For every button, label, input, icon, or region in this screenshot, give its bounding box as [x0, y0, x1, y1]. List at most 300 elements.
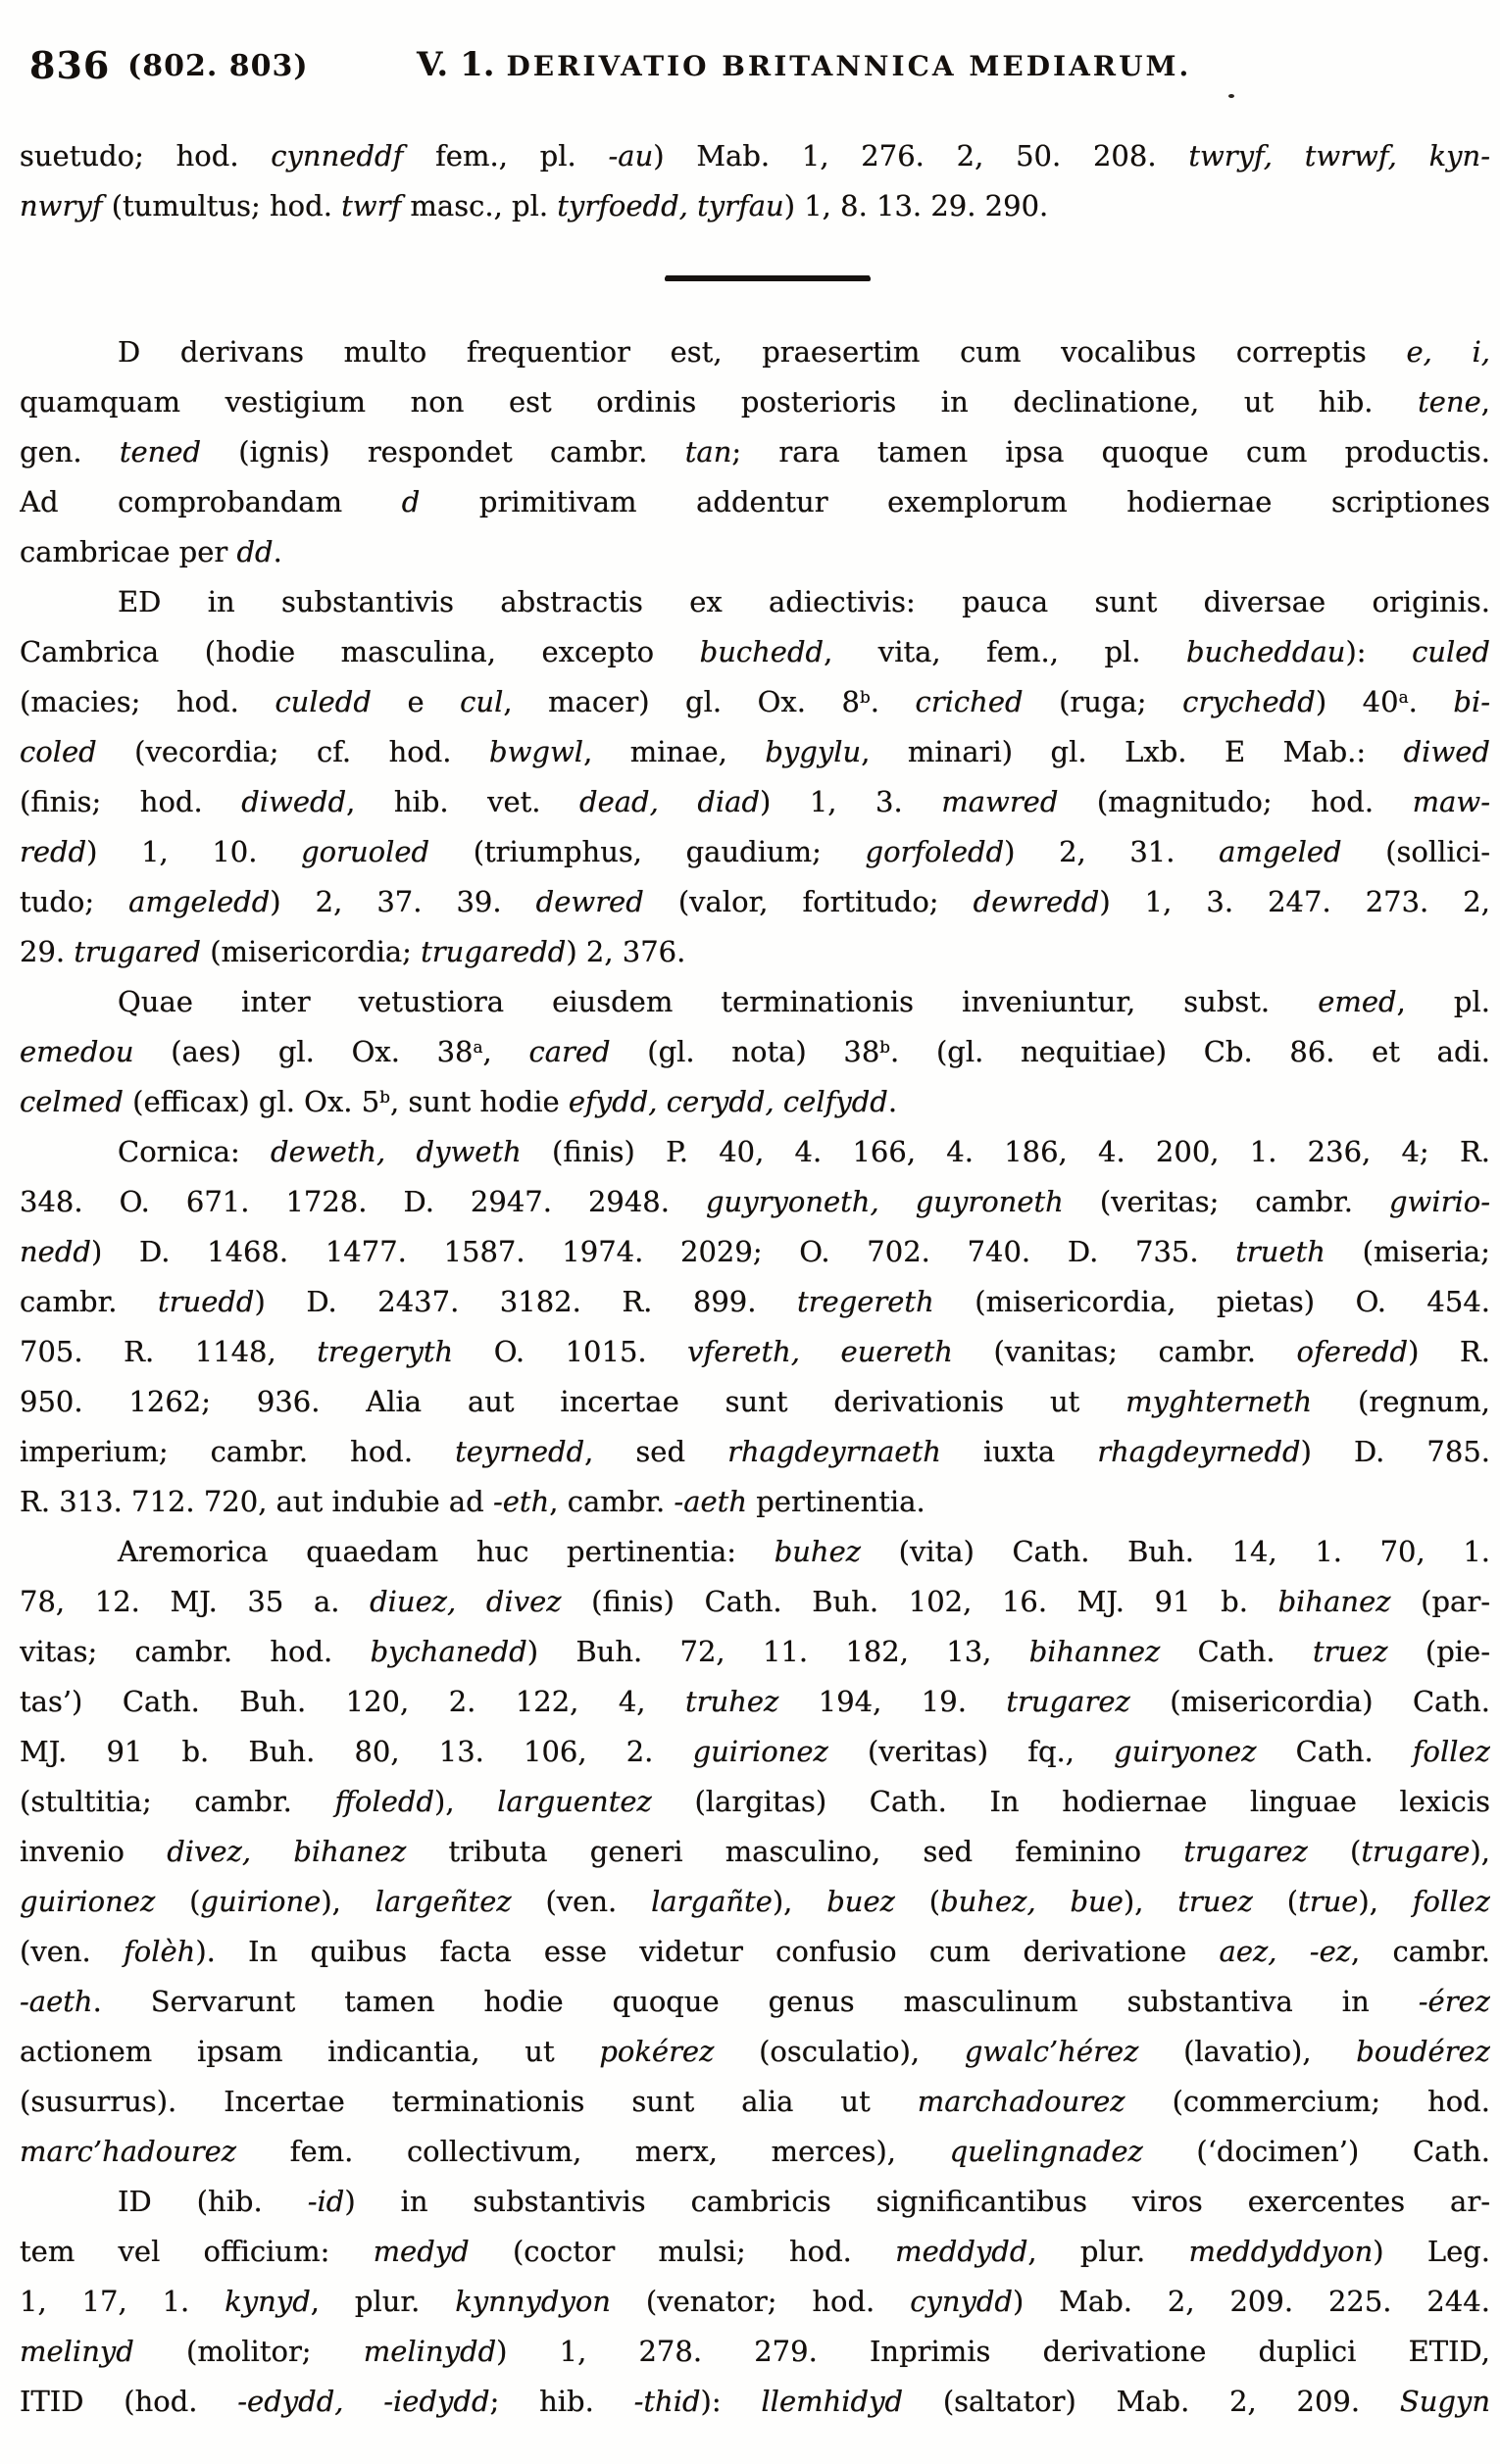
italic-term: trugarez [1006, 1685, 1130, 1718]
italic-term: e, i, [1406, 335, 1490, 369]
text-segment: 29. [20, 935, 75, 968]
text-segment: (veritas) fq., [827, 1735, 1115, 1768]
italic-term: llemhidyd [761, 2385, 904, 2418]
italic-term: boudérez [1356, 2035, 1490, 2068]
text-segment: (ven. [511, 1885, 652, 1918]
section-label: V. 1. [417, 45, 495, 84]
text-line [20, 1877, 1490, 1927]
italic-term: gorfoledd [865, 835, 1005, 868]
italic-term: diuez, divez [370, 1585, 562, 1618]
italic-term: tened [119, 435, 202, 468]
text-line [20, 827, 1490, 877]
italic-term: emed [1318, 985, 1397, 1018]
paragraph [20, 1527, 1490, 2177]
italic-term: guirione [200, 1885, 322, 1918]
italic-term: meddydd [895, 2235, 1028, 2268]
text-segment: D derivans multo frequentior est, praesertim cum vocalibus correptis [118, 335, 1407, 369]
text-segment: ) Buh. 72, 11. 182, 13, [526, 1635, 1029, 1668]
italic-term: truez [1312, 1635, 1388, 1668]
italic-term: criched [915, 685, 1024, 718]
text-line [20, 1427, 1490, 1477]
text-segment: 705. R. 1148, [20, 1335, 318, 1368]
text-segment: quamquam vestigium non est ordinis posterioris in declinatione, ut hib. [20, 385, 1419, 419]
text-segment: ), [434, 1785, 498, 1818]
text-segment: iuxta [940, 1435, 1098, 1468]
text-line [20, 1827, 1490, 1877]
text-segment: ) Mab. 1, 276. 2, 50. 208. [653, 139, 1189, 172]
italic-term: crychedd [1182, 685, 1316, 718]
italic-term: bygylu [765, 735, 862, 768]
text-line [20, 477, 1490, 527]
text-segment: ), [1123, 1885, 1178, 1918]
text-line [20, 1377, 1490, 1427]
text-segment: cambricae per [20, 535, 237, 568]
italic-term: larguentez [497, 1785, 652, 1818]
text-line [20, 677, 1490, 727]
text-segment: . [887, 1085, 898, 1118]
text-segment: ID (hib. [118, 2185, 308, 2218]
italic-term: oferedd [1296, 1335, 1409, 1368]
text-line [20, 131, 1490, 181]
italic-term: gwalc’hérez [964, 2035, 1139, 2068]
text-segment: (molitor; [133, 2335, 364, 2368]
text-segment: Cambrica (hodie masculina, excepto [20, 635, 700, 668]
text-segment: (finis) P. 40, 4. 166, 4. 186, 4. 200, 1. 236, 4; R. [521, 1135, 1490, 1168]
text-segment: vitas; cambr. hod. [20, 1635, 371, 1668]
text-segment: (lavatio), [1138, 2035, 1357, 2068]
text-segment: tem vel officium: [20, 2235, 374, 2268]
text-segment: R. 313. 712. 720, aut indubie ad [20, 1485, 493, 1518]
italic-term: pokérez [599, 2035, 715, 2068]
paragraph [20, 577, 1490, 977]
italic-term: bucheddau [1186, 635, 1346, 668]
italic-term: cul [460, 685, 504, 718]
text-segment: , sed [584, 1435, 728, 1468]
text-segment: ( [1307, 1835, 1362, 1868]
italic-term: rhagdeyrnedd [1097, 1435, 1301, 1468]
italic-term: marc’hadourez [20, 2135, 237, 2168]
italic-term: trugared [74, 935, 201, 968]
text-line [20, 1677, 1490, 1727]
italic-term: redd [20, 835, 87, 868]
text-line [20, 1277, 1490, 1327]
italic-term: buchedd [699, 635, 825, 668]
text-segment: Ad comprobandam [20, 485, 402, 518]
italic-term: melinyd [20, 2335, 134, 2368]
text-line [20, 1227, 1490, 1277]
text-segment: ( [894, 1885, 941, 1918]
italic-term: -thid [633, 2385, 701, 2418]
text-line [20, 1027, 1490, 1077]
text-segment: (misericordia; [200, 935, 422, 968]
text-segment: . [1408, 685, 1454, 718]
text-segment: 950. 1262; 936. Alia aut incertae sunt derivationis ut [20, 1385, 1126, 1418]
text-segment: ): [1345, 635, 1413, 668]
text-line [20, 327, 1490, 377]
text-segment: ), [1358, 1885, 1413, 1918]
italic-term: bwgwl [489, 735, 584, 768]
text-segment: gen. [20, 435, 120, 468]
italic-term: buhez, bue [940, 1885, 1124, 1918]
italic-term: tregereth [797, 1285, 934, 1318]
text-segment: . (gl. nequitiae) Cb. 86. et adi. [890, 1035, 1490, 1068]
text-line [20, 1577, 1490, 1627]
italic-term: coled [20, 735, 97, 768]
text-segment: ; hib. [489, 2385, 634, 2418]
italic-term: cared [528, 1035, 611, 1068]
text-segment: (ignis) respondet cambr. [201, 435, 685, 468]
italic-term: trugare [1361, 1835, 1471, 1868]
text-segment: ) D. 1468. 1477. 1587. 1974. 2029; O. 702. 740. D. 735. [90, 1235, 1236, 1268]
text-segment: (susurrus). Incertae terminationis sunt alia ut [20, 2085, 918, 2118]
text-segment: . [273, 535, 282, 568]
text-segment: pertinentia. [747, 1485, 925, 1518]
italic-term: melinydd [363, 2335, 497, 2368]
text-segment: ) 2, 376. [566, 935, 686, 968]
text-segment: ; rara tamen ipsa quoque cum productis. [731, 435, 1490, 468]
paragraph [20, 977, 1490, 1127]
italic-term: marchadourez [917, 2085, 1125, 2118]
italic-term: kynnydyon [455, 2285, 611, 2318]
text-line [20, 1777, 1490, 1827]
text-segment: ) 1, 8. 13. 29. 290. [783, 189, 1049, 222]
text-line [20, 1977, 1490, 2027]
text-segment: (sollici- [1341, 835, 1490, 868]
text-segment: , cambr. [549, 1485, 675, 1518]
italic-term: dewred [535, 885, 644, 918]
italic-term: quelingnadez [949, 2135, 1143, 2168]
text-line [20, 2377, 1490, 2427]
italic-term: largeñtez [375, 1885, 512, 1918]
italic-term: truez [1177, 1885, 1253, 1918]
text-segment: ) D. 2437. 3182. R. 899. [254, 1285, 797, 1318]
text-segment: (veritas; cambr. [1063, 1185, 1389, 1218]
text-segment: (commercium; hod. [1125, 2085, 1490, 2118]
italic-term: bihannez [1028, 1635, 1161, 1668]
text-segment: (triumphus, gaudium; [429, 835, 866, 868]
text-segment: (vita) Cath. Buh. 14, 1. 70, 1. [861, 1535, 1490, 1568]
superscript: a [1398, 686, 1409, 707]
italic-term: cynneddf [271, 139, 404, 172]
italic-term: tyrfoedd, tyrfau [557, 189, 784, 222]
superscript: b [859, 686, 871, 707]
text-segment: 194, 19. [778, 1685, 1007, 1718]
italic-term: rhagdeyrnaeth [727, 1435, 941, 1468]
text-line [20, 1127, 1490, 1177]
italic-term: d [401, 485, 421, 518]
text-segment: ) 1, 278. 279. Inprimis derivatione duplici ETID, [496, 2335, 1490, 2368]
text-segment: (efficax) gl. Ox. 5 [123, 1085, 380, 1118]
text-line [20, 577, 1490, 627]
italic-term: diwed [1403, 735, 1490, 768]
text-segment: (vanitas; cambr. [952, 1335, 1297, 1368]
italic-term: goruoled [301, 835, 430, 868]
italic-term: guirionez [692, 1735, 828, 1768]
italic-term: amgeledd [128, 885, 271, 918]
italic-term: divez, bihanez [167, 1835, 407, 1868]
italic-term: culedd [275, 685, 372, 718]
text-line [20, 527, 1490, 577]
text-segment: (tumultus; hod. [102, 189, 342, 222]
text-segment: (largitas) Cath. In hodiernae linguae lexicis [651, 1785, 1490, 1818]
running-title [417, 45, 1191, 84]
text-line [20, 2177, 1490, 2227]
text-line [20, 1477, 1490, 1527]
text-segment: MJ. 91 b. Buh. 80, 13. 106, 2. [20, 1735, 693, 1768]
text-segment: Quae inter vetustiora eiusdem terminationis inveniuntur, subst. [118, 985, 1319, 1018]
italic-term: truedd [158, 1285, 255, 1318]
italic-term: folèh [124, 1935, 196, 1968]
text-line [20, 1727, 1490, 1777]
text-segment: (valor, fortitudo; [643, 885, 974, 918]
text-line [20, 2327, 1490, 2377]
italic-term: maw- [1412, 785, 1490, 818]
italic-term: tregeryth [317, 1335, 454, 1368]
text-segment: ) 40 [1315, 685, 1399, 718]
text-segment: primitivam addentur exemplorum hodiernae scriptiones [420, 485, 1490, 518]
text-segment: (gl. nota) 38 [610, 1035, 880, 1068]
text-segment: O. 1015. [453, 1335, 688, 1368]
text-segment: (venator; hod. [610, 2285, 911, 2318]
text-segment: ITID (hod. [20, 2385, 238, 2418]
text-segment: (ruga; [1023, 685, 1183, 718]
text-segment: (miseria; [1325, 1235, 1490, 1268]
text-segment: (osculatio), [714, 2035, 965, 2068]
text-body [0, 131, 1500, 2427]
text-segment: (finis) Cath. Buh. 102, 16. MJ. 91 b. [561, 1585, 1278, 1618]
text-segment: (finis; hod. [20, 785, 242, 818]
text-segment: e [371, 685, 461, 718]
italic-term: guirionez [20, 1885, 156, 1918]
italic-term: twryf, twrwf, kyn- [1188, 139, 1490, 172]
italic-term: trueth [1235, 1235, 1325, 1268]
italic-term: buhez [774, 1535, 862, 1568]
text-segment: (regnum, [1312, 1385, 1490, 1418]
text-segment: Cornica: [118, 1135, 272, 1168]
italic-term: tene [1418, 385, 1481, 419]
paragraph [20, 1127, 1490, 1527]
text-segment: , minae, [583, 735, 766, 768]
italic-term: guyryoneth, guyroneth [705, 1185, 1064, 1218]
text-line [20, 2127, 1490, 2177]
italic-term: follez [1412, 1885, 1490, 1918]
text-segment: ) 1, 10. [86, 835, 302, 868]
text-segment: ) 1, 3. 247. 273. 2, [1099, 885, 1490, 918]
text-segment: (saltator) Mab. 2, 209. [903, 2385, 1400, 2418]
text-segment: . [870, 685, 916, 718]
text-segment: ). In quibus facta esse videtur confusio cum derivatione [195, 1935, 1220, 1968]
text-segment: 78, 12. MJ. 35 a. [20, 1585, 371, 1618]
italic-term: -au [608, 139, 654, 172]
text-segment: ) 1, 3. [760, 785, 942, 818]
text-segment: ), [772, 1885, 827, 1918]
text-line [20, 2277, 1490, 2327]
text-line [20, 627, 1490, 677]
scan-speckle [1228, 94, 1234, 98]
text-segment: imperium; cambr. hod. [20, 1435, 456, 1468]
text-line [20, 427, 1490, 477]
column-reference: (802. 803) [127, 49, 309, 83]
running-title-text: DERIVATIO BRITANNICA MEDIARUM. [506, 50, 1192, 82]
italic-term: teyrnedd [455, 1435, 585, 1468]
italic-term: -id [307, 2185, 345, 2218]
italic-term: celmed [20, 1085, 124, 1118]
text-segment: ( [1252, 1885, 1299, 1918]
text-segment: 1, 17, 1. [20, 2285, 225, 2318]
italic-term: amgeled [1219, 835, 1342, 868]
text-segment: (vecordia; cf. hod. [96, 735, 489, 768]
text-line [20, 2077, 1490, 2127]
italic-term: bi- [1453, 685, 1490, 718]
text-segment: masc., pl. [401, 189, 558, 222]
text-line [20, 1527, 1490, 1577]
text-segment: , macer) gl. Ox. 8 [503, 685, 860, 718]
text-line [20, 1927, 1490, 1977]
paragraph [20, 131, 1490, 231]
italic-term: cynydd [910, 2285, 1014, 2318]
text-segment: suetudo; hod. [20, 139, 272, 172]
text-segment: fem. collectivum, merx, merces), [236, 2135, 950, 2168]
text-line [20, 181, 1490, 231]
text-segment: , hib. vet. [346, 785, 580, 818]
text-segment: (pie- [1387, 1635, 1490, 1668]
folio-number: 836 [29, 43, 111, 87]
italic-term: bychanedd [370, 1635, 527, 1668]
italic-term: -aeth [674, 1485, 748, 1518]
text-segment: , [1480, 385, 1490, 419]
text-line [20, 2227, 1490, 2277]
text-segment: , [482, 1035, 529, 1068]
italic-term: nwryf [20, 189, 103, 222]
italic-term: dead, diad [579, 785, 761, 818]
text-segment: (macies; hod. [20, 685, 275, 718]
text-segment: , cambr. [1351, 1935, 1490, 1968]
text-segment: ) Leg. [1373, 2235, 1490, 2268]
text-segment: (par- [1390, 1585, 1490, 1618]
text-line [20, 1327, 1490, 1377]
text-line [20, 977, 1490, 1027]
text-line [20, 1627, 1490, 1677]
text-segment: , plur. [310, 2285, 456, 2318]
text-segment: actionem ipsam indicantia, ut [20, 2035, 600, 2068]
italic-term: vfereth, euereth [687, 1335, 953, 1368]
text-segment: ) Mab. 2, 209. 225. 244. [1013, 2285, 1490, 2318]
text-segment: Cath. [1160, 1635, 1313, 1668]
text-segment: ), [321, 1885, 375, 1918]
italic-term: dd [236, 535, 274, 568]
text-segment: ), [1470, 1835, 1490, 1868]
italic-term: emedou [20, 1035, 134, 1068]
italic-term: buez [826, 1885, 895, 1918]
italic-term: ffoledd [334, 1785, 435, 1818]
text-segment: (misericordia) Cath. [1129, 1685, 1490, 1718]
italic-term: tan [684, 435, 732, 468]
italic-term: -érez [1418, 1985, 1490, 2018]
italic-term: bihanez [1277, 1585, 1391, 1618]
text-segment: cambr. [20, 1285, 159, 1318]
text-line [20, 777, 1490, 827]
superscript: b [379, 1086, 390, 1107]
text-line [20, 1077, 1490, 1127]
italic-term: aez, -ez [1219, 1935, 1352, 1968]
superscript: a [473, 1036, 483, 1057]
italic-term: -edydd, -iedydd [237, 2385, 490, 2418]
italic-term: trugarez [1183, 1835, 1308, 1868]
italic-term: mawred [941, 785, 1059, 818]
italic-term: -aeth [20, 1985, 93, 2018]
italic-term: twrf [341, 189, 402, 222]
text-segment: (ven. [20, 1935, 125, 1968]
text-segment: . Servarunt tamen hodie quoque genus masculinum substantiva in [92, 1985, 1419, 2018]
paragraph [20, 327, 1490, 577]
italic-term: gwirio- [1388, 1185, 1490, 1218]
text-segment: ) in substantivis cambricis significantibus viros exercentes ar- [344, 2185, 1490, 2218]
text-segment: Aremorica quaedam huc pertinentia: [118, 1535, 775, 1568]
italic-term: truhez [685, 1685, 779, 1718]
text-segment: ) R. [1408, 1335, 1490, 1368]
text-segment: invenio [20, 1835, 168, 1868]
italic-term: nedd [20, 1235, 91, 1268]
text-segment: (stultitia; cambr. [20, 1785, 335, 1818]
paragraph [20, 2177, 1490, 2427]
text-line [20, 2027, 1490, 2077]
text-segment: Cath. [1256, 1735, 1413, 1768]
italic-term: trugaredd [421, 935, 567, 968]
text-segment: (misericordia, pietas) O. 454. [933, 1285, 1490, 1318]
italic-term: follez [1412, 1735, 1490, 1768]
italic-term: kynyd [225, 2285, 311, 2318]
text-segment: , minari) gl. Lxb. E Mab.: [861, 735, 1404, 768]
text-line [20, 727, 1490, 777]
italic-term: guiryonez [1114, 1735, 1257, 1768]
text-segment: (magnitudo; hod. [1058, 785, 1413, 818]
text-line [20, 877, 1490, 927]
text-segment: ) 2, 31. [1004, 835, 1220, 868]
text-segment: fem., pl. [403, 139, 609, 172]
italic-term: myghterneth [1125, 1385, 1313, 1418]
page-header [0, 0, 1500, 90]
italic-term: dewredd [973, 885, 1100, 918]
italic-term: true [1298, 1885, 1359, 1918]
text-segment: (‘docimen’) Cath. [1142, 2135, 1490, 2168]
italic-term: diwedd [241, 785, 347, 818]
italic-term: largañte [651, 1885, 773, 1918]
superscript: b [879, 1036, 891, 1057]
text-segment: tudo; [20, 885, 129, 918]
text-segment: (aes) gl. Ox. 38 [133, 1035, 474, 1068]
section-divider [665, 276, 871, 281]
text-segment: , vita, fem., pl. [824, 635, 1187, 668]
italic-term: Sugyn [1399, 2385, 1490, 2418]
text-segment: , sunt hodie [389, 1085, 569, 1118]
italic-term: -eth [492, 1485, 550, 1518]
text-line [20, 377, 1490, 427]
text-segment: , plur. [1027, 2235, 1189, 2268]
text-segment: (coctor mulsi; hod. [469, 2235, 896, 2268]
text-line [20, 1177, 1490, 1227]
text-segment: ED in substantivis abstractis ex adiectivis: pauca sunt diversae originis. [118, 585, 1490, 618]
text-segment: tributa generi masculino, sed feminino [406, 1835, 1184, 1868]
text-segment: , pl. [1396, 985, 1490, 1018]
text-segment: tas’) Cath. Buh. 120, 2. 122, 4, [20, 1685, 685, 1718]
italic-term: efydd, cerydd, celfydd [568, 1085, 888, 1118]
text-line [20, 927, 1490, 977]
italic-term: deweth, dyweth [271, 1135, 522, 1168]
italic-term: culed [1412, 635, 1490, 668]
text-segment: ) D. 785. [1300, 1435, 1490, 1468]
text-segment: ) 2, 37. 39. [270, 885, 536, 918]
text-segment: 348. O. 671. 1728. D. 2947. 2948. [20, 1185, 706, 1218]
